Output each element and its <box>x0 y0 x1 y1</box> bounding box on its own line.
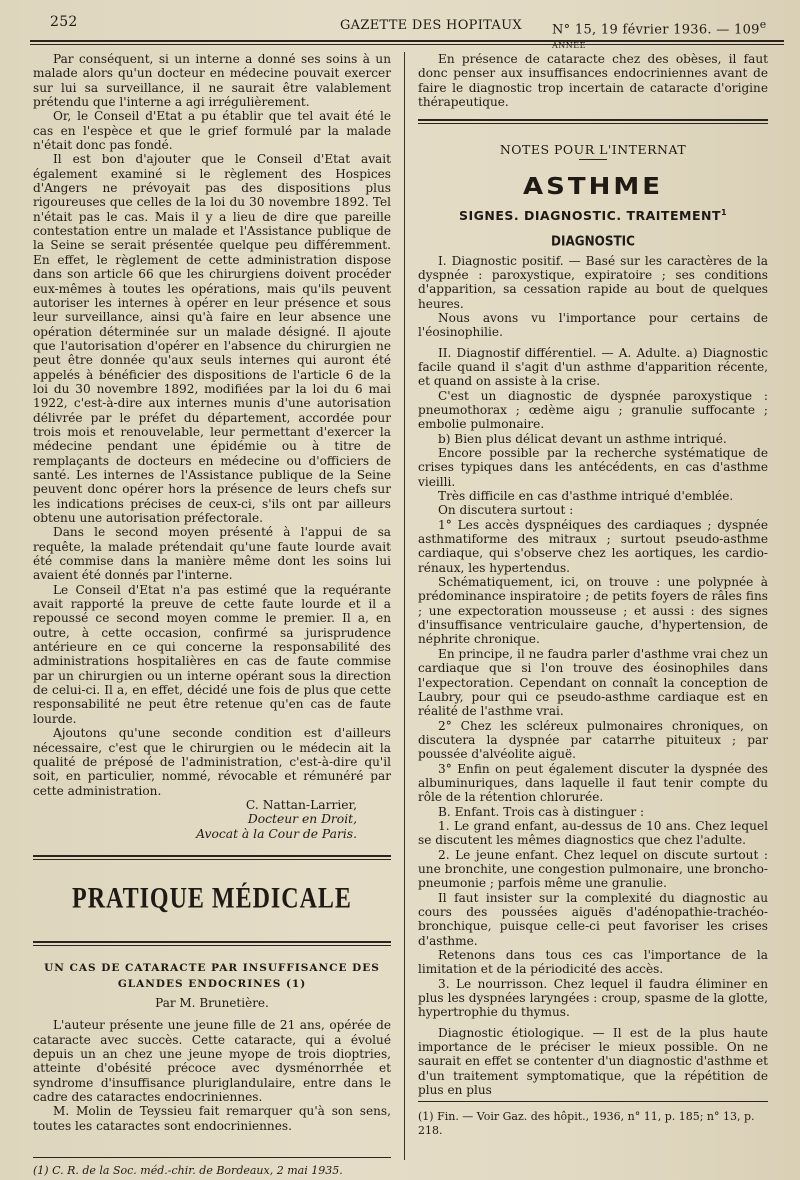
right-rule <box>418 119 768 124</box>
right-paragraph: 2. Le jeune enfant. Chez lequel on discute surtout : une bronchite, une congestion pulmonaire, une broncho-pneumonie ; parfois même une granulie. <box>418 847 768 891</box>
right-paragraph: Il faut insister sur la complexité du diagnostic au cours des poussées aiguës d'adénopathie-trachéo-bronchique, puisque celle-ci peut favoriser les crises d'asthme. <box>418 890 768 948</box>
right-paragraph: Encore possible par la recherche systématique de crises typiques dans les antécédents, en cas d'asthme vieilli. <box>418 446 768 489</box>
section-rule-bottom <box>33 941 391 946</box>
right-paragraph: b) Bien plus délicat devant un asthme intriqué. <box>438 431 727 446</box>
issue-date: N° 15, 19 février 1936. — 109 <box>552 22 760 38</box>
left-paragraph: Dans le second moyen présenté à l'appui de sa requête, la malade prétendait qu'une faute lourde avait été commise dans la manière même dont les soins lui avaient été donnés par l'interne. <box>33 525 391 583</box>
diagnostic-heading: DIAGNOSTIC <box>551 232 635 249</box>
intro-paragraph: En présence de cataracte chez des obèses, il faut donc penser aux insuffisances endocriniennes avant de faire le diagnostic trop incertain de cataracte d'origine thérapeutique. <box>418 52 768 110</box>
journal-title: GAZETTE DES HOPITAUX <box>340 18 522 33</box>
right-paragraph: 1. Le grand enfant, au-dessus de 10 ans. Chez lequel se discutent les mêmes diagnostics que chez l'adulte. <box>418 818 768 848</box>
subtitle-text: SIGNES. DIAGNOSTIC. TRAITEMENT <box>458 208 721 224</box>
signature-name: C. Nattan-Larrier, <box>245 797 357 812</box>
left-paragraph: Le Conseil d'Etat n'a pas estimé que la requérante avait rapporté la preuve de cette faute lourde et il a repoussé ce second moyen comme le premier. Il a, en outre, à cette occasion, confirmé sa jurisprudence antérieure en ce qui concerne la responsabilité des administrations hospitalières en cas de faute commise par un chirurgien ou un interne opérant sous la direction de celui-ci. Il a, en effet, décidé une fois de plus que cette responsabilité ne peut être retenue qu'en cas de faute lourde. <box>33 582 391 726</box>
right-paragraph: C'est un diagnostic de dyspnée paroxystique : pneumothorax ; œdème aigu ; granulie suffocante ; embolie pulmonaire. <box>418 388 768 432</box>
left-paragraph: Or, le Conseil d'Etat a pu établir que tel avait été le cas en l'espèce et que le grief formulé par la malade n'était donc pas fondé. <box>33 109 391 153</box>
article-author: Par M. Brunetière. <box>155 996 269 1011</box>
article-paragraph: M. Molin de Teyssieu fait remarquer qu'à son sens, toutes les cataractes sont endocriniennes. <box>33 1104 391 1133</box>
section-title: PRATIQUE MÉDICALE <box>72 883 352 916</box>
annee-label: ANNÉE <box>552 41 586 51</box>
signature-affiliation <box>33 827 391 842</box>
right-paragraph: Schématiquement, ici, on trouve : une polypnée à prédominance inspiratoire ; de petits foyers de râles fins ; une expectoration mousseuse ; et aussi : des signes d'insuffisance ventriculaire gauche, d'hypertension, de néphrite chronique. <box>418 575 768 647</box>
header-rule <box>30 40 784 42</box>
right-paragraph: 2° Chez les scléreux pulmonaires chroniques, on discutera la dyspnée par catarrhe pituiteux ; par poussée d'alvéolite aiguë. <box>418 718 768 762</box>
left-paragraph: Ajoutons qu'une seconde condition est d'ailleurs nécessaire, c'est que le chirurgien ou le médecin ait la qualité de préposé de l'administration, c'est-à-dire qu'il soit, en particulier, nommé, révocable et rémunéré par cette administration. <box>33 726 391 798</box>
page-number: 252 <box>50 14 78 30</box>
column-divider <box>404 52 405 1160</box>
left-paragraph: Par conséquent, si un interne a donné ses soins à un malade alors qu'un docteur en médecine pouvait exercer sur lui sa surveillance, il ne saurait être valablement prétendu que l'interne a agi irrégulièrement. <box>33 52 391 110</box>
right-paragraph: B. Enfant. Trois cas à distinguer : <box>438 804 645 819</box>
right-paragraph: En principe, il ne faudra parler d'asthme vrai chez un cardiaque que si l'on trouve des éosinophiles dans l'expectoration. Cependant on connaît la conception de Laubry, pour qui ce pseudo-asthme cardiaque est en réalité de l'asthme vrai. <box>418 646 768 719</box>
running-header <box>50 14 786 51</box>
left-paragraph: Il est bon d'ajouter que le Conseil d'Etat avait également examiné si le règlement des Hospices d'Angers ne prévoyait pas des dispositions plus rigoureuses que celles de la loi du 30 novembre 1892. Tel n'était pas le cas. Mais il y a lieu de dire que pareille contestation entre un malade et l'Assistance publique de la Seine se serait présentée quelque peu différemment. En effet, le règlement de cette administration dispose dans son article 66 que les chirurgiens doivent procéder eux-mêmes à toutes les opérations, mais qu'ils peuvent autoriser les internes à opérer en leur présence et sous leur surveillance, ainsi qu'à faire en leur absence une opération déterminée sur un malade désigné. Il ajoute que l'autorisation d'opérer en l'absence du chirurgien ne peut être donnée qu'aux seuls internes qui auront été appelés à bénéficier des dispositions de l'article 6 de la loi du 30 novembre 1892, modifiées par la loi du 6 mai 1922, c'est-à-dire aux internes munis d'une autorisation délivrée par le préfet du département, accordée pour trois mois et renouvelable, leur permettant d'exercer la médecine pendant une épidémie ou à titre de remplaçants de docteurs en médecine ou d'officiers de santé. Les internes de l'Assistance publique de la Seine peuvent donc opérer hors la présence de leurs chefs sur les indications précises de ceux-ci, s'ils ont par ailleurs obtenu une autorisation préfectorale. <box>33 152 391 525</box>
section-rule <box>33 855 391 860</box>
article-title: UN CAS DE CATARACTE PAR INSUFFISANCE DES GLANDES ENDOCRINES (1) <box>44 962 380 991</box>
header-rule-thin <box>30 44 784 45</box>
article-main-title: ASTHME <box>523 173 663 201</box>
right-paragraph: Retenons dans tous ces cas l'importance de la limitation et de la périodicité des accès. <box>418 948 768 977</box>
right-paragraph: II. Diagnostif différentiel. — A. Adulte. a) Diagnostic facile quand il s'agit d'un asthme d'apparition récente, et quand on assiste à la crise. <box>418 345 768 389</box>
notes-rule <box>579 159 607 160</box>
right-column <box>418 52 768 1138</box>
issue-suffix: e <box>759 18 767 31</box>
right-paragraph: 3. Le nourrisson. Chez lequel il faudra éliminer en plus les dyspnées laryngées : croup, spasme de la glotte, hypertrophie du thymus. <box>418 976 768 1020</box>
notes-heading: NOTES POUR L'INTERNAT <box>499 142 687 158</box>
right-paragraph: Très difficile en cas d'asthme intriqué d'emblée. <box>438 489 734 504</box>
footnote-left: (1) C. R. de la Soc. méd.-chir. de Bordeaux, 2 mai 1935. <box>33 1157 391 1178</box>
right-paragraph: I. Diagnostic positif. — Basé sur les caractères de la dyspnée : paroxystique, expiratoire ; ses conditions d'apparition, sa cessation rapide au bout de quelques heures. <box>418 253 768 311</box>
right-paragraph: 1° Les accès dyspnéiques des cardiaques ; dyspnée asthmatiforme des mitraux ; surtout pseudo-asthme cardiaque, qui s'observe chez les aortiques, les cardio-rénaux, les hypertendus. <box>418 517 768 575</box>
subtitle-note: 1 <box>720 208 728 218</box>
right-paragraph: On discutera surtout : <box>438 503 574 518</box>
signature-line2: Docteur en Droit, <box>247 812 357 827</box>
left-column <box>33 52 391 1178</box>
signature-title <box>33 812 391 827</box>
right-paragraph: Diagnostic étiologique. — Il est de la plus haute importance de le préciser le mieux possible. On ne saurait en effet se contenter d'un diagnostic d'asthme et d'un traitement symptomatique, que la répétition de plus en plus <box>418 1025 768 1098</box>
issue-info <box>552 18 786 52</box>
right-paragraph: 3° Enfin on peut également discuter la dyspnée des albuminuriques, dans laquelle il faut tenir compte du rôle de la rétention chlorurée. <box>418 761 768 805</box>
right-paragraph: Nous avons vu l'importance pour certains de l'éosinophilie. <box>418 310 768 340</box>
signature-line3: Avocat à la Cour de Paris. <box>196 826 357 841</box>
footnote-right: (1) Fin. — Voir Gaz. des hôpit., 1936, n° 11, p. 185; n° 13, p. 218. <box>418 1101 768 1138</box>
article-paragraph: L'auteur présente une jeune fille de 21 ans, opérée de cataracte avec succès. Cette cataracte, qui a évolué depuis un an chez une jeune myope de trois dioptries, atteinte d'obésité précoce avec dysménorrhée et syndrome d'insuffisance pluriglandulaire, entre dans le cadre des cataractes endocriniennes. <box>33 1018 391 1105</box>
article-subtitle <box>418 208 768 223</box>
